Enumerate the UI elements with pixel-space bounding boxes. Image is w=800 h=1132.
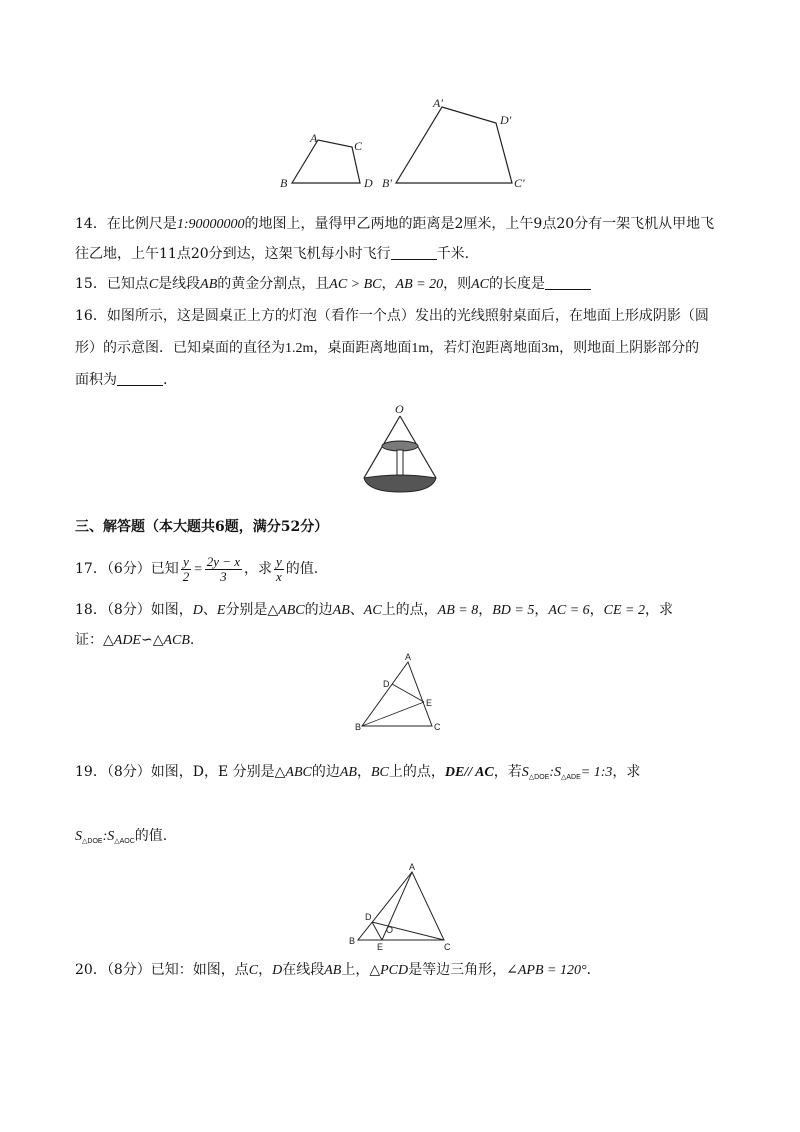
- label-E: E: [377, 942, 384, 952]
- label-E: E: [426, 698, 433, 708]
- q15-number: 15．: [75, 276, 107, 292]
- large-quadrilateral: [396, 107, 512, 183]
- label-C: C: [434, 722, 441, 732]
- q20-line: 20．（8分）已知：如图，点C，D在线段AB上，△PCD是等边三角形，∠APB = 120°.: [75, 962, 591, 978]
- answer-blank-q15[interactable]: [545, 275, 591, 290]
- label-D: D: [365, 912, 372, 922]
- q15-line: 15．已知点C是线段AB的黄金分割点，且AC > BC，AB = 20，则AC的长度是: [75, 274, 735, 295]
- q18-line1: 18．（8分）如图，D、E分别是△ABC的边AB、AC上的点，AB = 8，BD = 5，AC = 6，CE = 2，求: [75, 602, 674, 618]
- fraction-2y-minus-x-over-3: $\frac{2y - x}{3}$: [206, 553, 241, 584]
- label-C: C: [444, 942, 451, 952]
- label-small-A: A: [310, 131, 318, 145]
- figure-q19-triangle: [344, 860, 458, 952]
- figure-q18-triangle: [352, 652, 442, 734]
- label-large-B: B′: [382, 176, 392, 190]
- q19-number: 19．: [75, 764, 107, 780]
- label-small-D: D: [364, 176, 373, 190]
- label-large-D: D′: [500, 113, 512, 127]
- section-3-heading: 三、解答题（本大题共6题，满分52分）: [75, 519, 329, 535]
- q19-line2: $S_{\triangle DOE}:S_{\triangle AOC}$的值.: [75, 828, 168, 845]
- shadow-disk: [364, 475, 436, 492]
- q16-line3: 面积为 .: [75, 372, 168, 388]
- q20-number: 20．: [75, 962, 107, 978]
- label-O: O: [386, 925, 394, 935]
- label-O: O: [395, 402, 404, 416]
- label-large-A: A′: [433, 96, 443, 110]
- q18-line2: 证：△ADE∽△ACB.: [75, 632, 195, 648]
- answer-blank-q16[interactable]: [117, 371, 163, 386]
- small-quadrilateral: [292, 140, 360, 183]
- label-small-C: C: [354, 139, 363, 153]
- label-small-B: B: [280, 176, 288, 190]
- label-B: B: [349, 936, 356, 946]
- scale-ratio: 1:90000000: [176, 217, 245, 232]
- q17-line: 17．（6分）已知 $\frac{y}{2}$ = $\frac{2y - x}{3}$ ，求 $\frac{y}{x}$ 的值.: [75, 553, 319, 584]
- label-D: D: [383, 679, 390, 689]
- q14-line1: 14．在比例尺是1:90000000的地图上，量得甲乙两地的距离是2厘米，上午9点20分有一架飞机从甲地飞: [75, 216, 715, 232]
- label-A: A: [409, 862, 416, 872]
- label-B: B: [355, 722, 362, 732]
- label-A: A: [405, 652, 412, 662]
- figure-similar-quadrilaterals: [270, 95, 540, 195]
- fraction-y-over-2: $\frac{y}{2}$: [182, 553, 190, 584]
- q17-number: 17．: [75, 561, 107, 577]
- figure-lamp-shadow: [360, 402, 440, 492]
- q14-number: 14．: [75, 216, 107, 232]
- q14-line2: 往乙地，上午11点20分到达，这架飞机每小时飞行 千米.: [75, 246, 470, 262]
- label-large-C: C′: [514, 176, 525, 190]
- answer-blank-q14[interactable]: [391, 245, 437, 260]
- q16-number: 16．: [75, 308, 107, 324]
- fraction-y-over-x: $\frac{y}{x}$: [276, 553, 282, 584]
- q16-line1: 16．如图所示，这是圆桌正上方的灯泡（看作一个点）发出的光线照射桌面后，在地面上形成阴影（圆: [75, 308, 709, 324]
- q16-line2: 形）的示意图．已知桌面的直径为1.2m，桌面距离地面1m，若灯泡距离地面3m，则地面上阴影部分的: [75, 340, 700, 356]
- q19-line1: 19．（8分）如图，D，E 分别是△ABC的边AB，BC上的点，DE// AC，若$S_{\triangle DOE}:S_{\triangle ADE}=$ 1:3，求: [75, 764, 641, 781]
- q18-number: 18．: [75, 602, 107, 618]
